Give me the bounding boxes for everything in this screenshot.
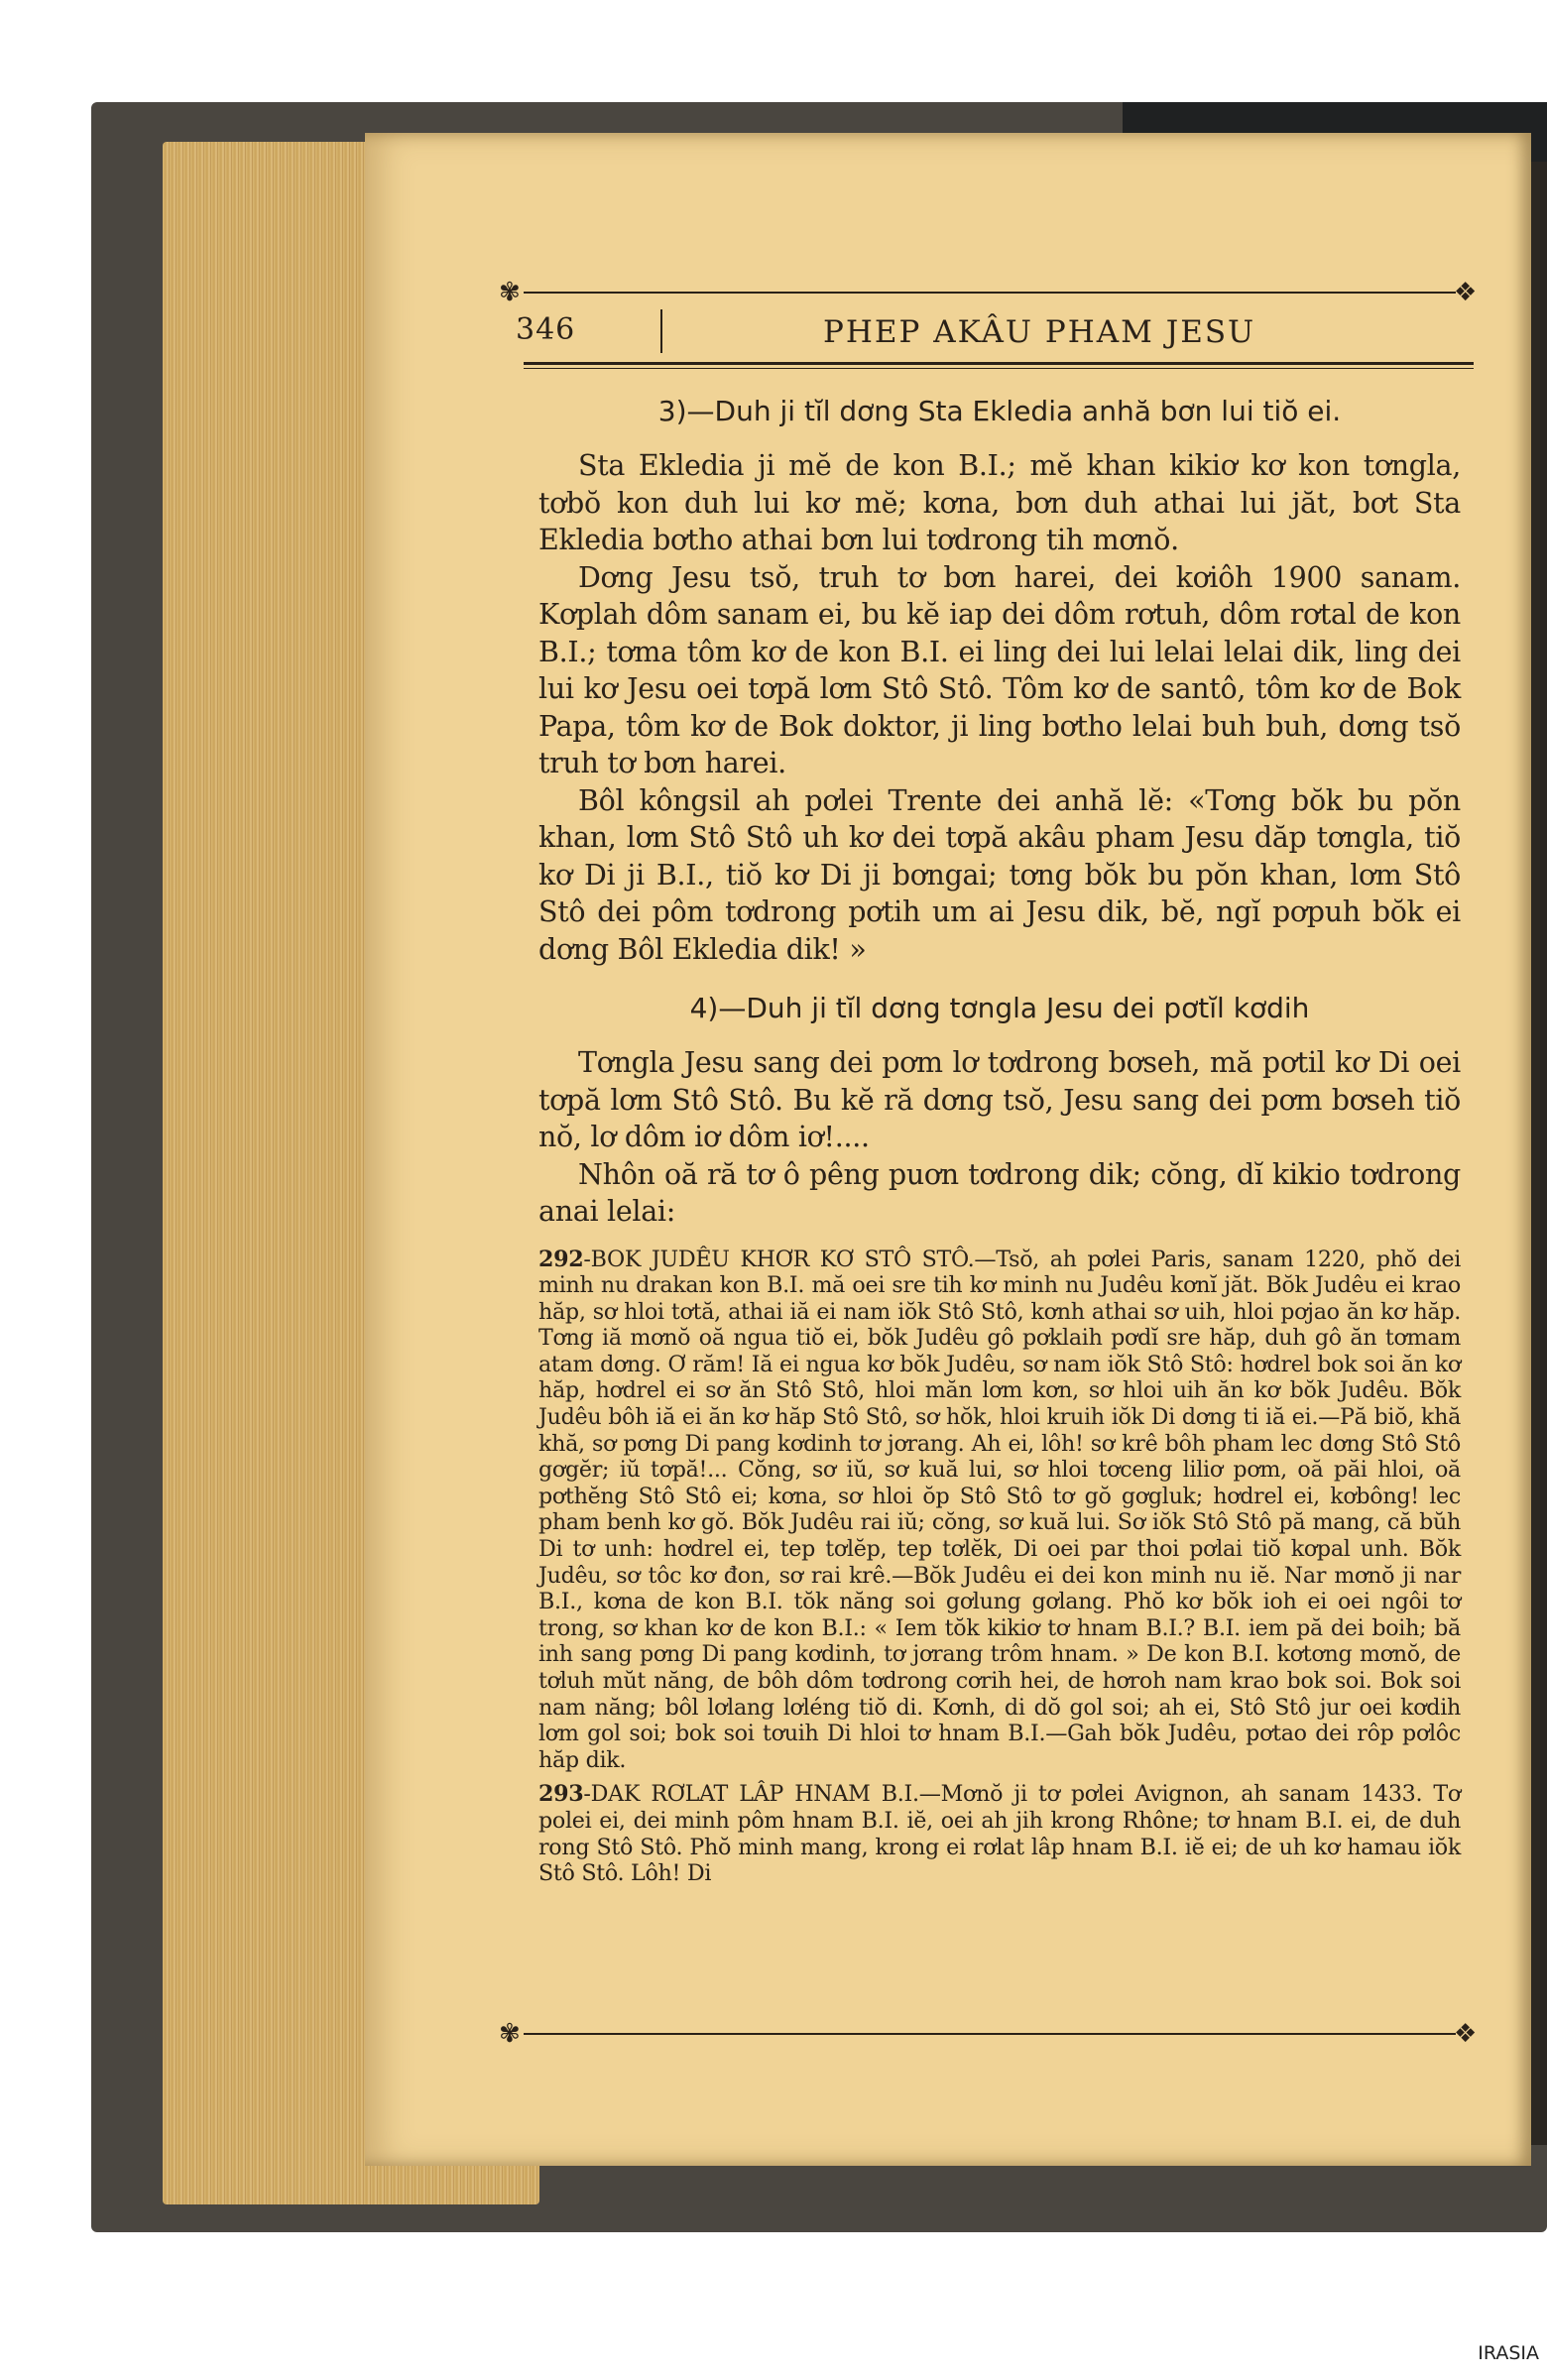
header-left-ornament: ✾ xyxy=(499,278,521,307)
page-number: 346 xyxy=(516,312,576,347)
story-293 xyxy=(538,1781,1461,1886)
footer-left-ornament: ✾ xyxy=(499,2019,521,2049)
running-title: PHEP AKÂU PHAM JESU xyxy=(823,314,1256,350)
paragraph: Nhôn oă ră tơ ô pêng puơn tơdrong dik; cŏng, dĭ kikio tơdrong anai lelai: xyxy=(538,1157,1461,1228)
paragraph: Sta Ekledia ji mĕ de kon B.I.; mĕ khan kikiơ kơ kon tơngla, tơbŏ kon duh lui kơ mĕ; kơna, bơn duh athai lui jăt, bơt Sta Ekledia bơtho athai bơn lui tơdrong tih mơnŏ. xyxy=(538,449,1461,556)
section-heading-4: 4)—Duh ji tĭl dơng tơngla Jesu dei pơtĭl kơdih xyxy=(689,992,1310,1024)
story-number: 293 xyxy=(538,1781,584,1808)
story-text: —Mơnŏ ji tơ pơlei Avignon, ah sanam 1433. Tơ polei ei, dei minh pôm hnam B.I. iĕ, oei ah jih krong Rhône; tơ hnam B.I. ei, de duh rong Stô Stô. Phŏ minh mang, krong ei rơlat lâp hnam B.I. iĕ ei; de uh kơ hamau iŏk Stô Stô. Lôh! Di xyxy=(538,1781,1461,1887)
paragraph: Dơng Jesu tsŏ, truh tơ bơn harei, dei kơiôh 1900 sanam. Kơplah dôm sanam ei, bu kĕ iap dei dôm rơtuh, dôm rơtal de kon B.I.; tơma tôm kơ de kon B.I. ei ling dei lui lelai lelai dik, ling dei lui kơ Jesu oei tơpă lơm Stô Stô. Tôm kơ de santô, tôm kơ de Bok Papa, tôm kơ de Bok doktor, ji ling bơtho lelai buh buh, dơng tsŏ truh tơ bơn harei. xyxy=(538,560,1461,779)
paragraph: Tơngla Jesu sang dei pơm lơ tơdrong bơseh, mă pơtil kơ Di oei tơpă lơm Stô Stô. Bu kĕ ră dơng tsŏ, Jesu sang dei pơm bơseh tiŏ nŏ, lơ dôm iơ dôm iơ!.... xyxy=(538,1046,1461,1153)
paragraph: Bôl kôngsil ah pơlei Trente dei anhă lĕ: «Tơng bŏk bu pŏn khan, lơm Stô Stô uh kơ dei tơpă akâu pham Jesu dăp tơngla, tiŏ kơ Di ji B.I., tiŏ kơ Di ji bơngai; tơng bŏk bu pŏn khan, lơm Stô Stô dei pôm tơdrong pơtih um ai Jesu dik, bĕ, ngĭ pơpuh bŏk ei dơng Bôl Ekledia dik! » xyxy=(538,783,1461,966)
footer-rule xyxy=(524,2033,1456,2035)
header-bottom-rule xyxy=(524,362,1474,365)
header-right-ornament: ❖ xyxy=(1454,278,1478,307)
footer-right-ornament: ❖ xyxy=(1454,2019,1478,2049)
page-gutter xyxy=(1531,162,1547,2145)
story-text: —Tsŏ, ah pơlei Paris, sanam 1220, phŏ dei minh nu drakan kon B.I. mă oei sre tih kơ minh nu Judêu kơnĭ jăt. Bŏk Judêu ei krao hăp, sơ hloi tơtă, athai iă ei nam iŏk Stô Stô, kơnh athai sơ uih, hloi pơjao ăn kơ hăp. Tơng iă mơnŏ oă ngua tiŏ ei, bŏk Judêu gô pơklaih pơdĭ sre hăp, duh gô ăn tơmam atam dơng. Ơ răm! Iă ei ngua kơ bŏk Judêu, sơ nam iŏk Stô Stô: hơdrel bok soi ăn kơ hăp, hơdrel ei sơ ăn Stô Stô, hloi măn lơm kơn, sơ hloi uih ăn kơ bŏk Judêu. Bŏk Judêu bôh iă ei ăn kơ hăp Stô Stô, sơ hŏk, hloi kruih iŏk Di dơng ti iă ei.—Pă biŏ, khă khă, sơ pơng Di pang kơdinh tơ jơrang. Ah ei, lôh! sơ krê bôh pham lec dơng Stô Stô gơgĕr; iŭ tơpă!... Cŏng, sơ iŭ, sơ kuă lui, sơ hloi tơceng liliơ pơm, oă păi hloi, oă pơthĕng Stô Stô ei; kơna, sơ hloi ŏp Stô Stô tơ gŏ gơgluk; hơdrel ei, kơbông! lec pham benh kơ gŏ. Bŏk Judêu rai iŭ; cŏng, sơ kuă lui. Sơ iŏk Stô Stô pă mang, că bŭh Di tơ unh: hơdrel ei, tep tơlĕp, tep tơlĕk, Di oei par thoi pơlai tiŏ kơpal unh. Bŏk Judêu, sơ tôc kơ đon, sơ rai krê.—Bŏk Judêu ei dei kon minh nu iĕ. Nar mơnŏ ji nar B.I., kơna de kon B.I. tŏk năng soi gơlung gơlang. Phŏ kơ bŏk ioh ei oei ngôi tơ trong, sơ khan kơ de kon B.I.: « Iem tŏk kikiơ tơ hnam B.I.? B.I. iem pă dei boih; bă inh sang pơng Di pang kơdinh, tơ jơrang trôm hnam. » De kon B.I. kơtơng mơnŏ, de tơluh mŭt năng, de bôh dôm tơdrong cơrih hei, de hơroh nam krao bok soi. Bok soi nam năng; bôl lơlang lơléng tiŏ di. Kơnh, di dŏ gol soi; ah ei, Stô Stô jur oei kơdih lơm gol soi; bok soi tơuih Di hloi tơ hnam B.I.—Gah bŏk Judêu, pơtao dei rôp pơlôc hăp dik. xyxy=(538,1246,1461,1773)
story-title: -BOK JUDÊU KHƠR KƠ STÔ STÔ. xyxy=(583,1246,975,1272)
story-title: -DAK RƠLAT LÂP HNAM B.I. xyxy=(583,1781,919,1808)
story-292 xyxy=(538,1247,1461,1774)
watermark: IRASIA xyxy=(1478,2342,1539,2364)
header-top-rule xyxy=(524,292,1456,294)
page-content xyxy=(538,395,1461,1887)
story-number: 292 xyxy=(538,1246,584,1272)
header-bottom-rule-thin xyxy=(524,368,1474,369)
section-heading-3: 3)—Duh ji tĭl dơng Sta Ekledia anhă bơn lui tiŏ ei. xyxy=(657,395,1342,427)
header-separator xyxy=(660,309,662,353)
